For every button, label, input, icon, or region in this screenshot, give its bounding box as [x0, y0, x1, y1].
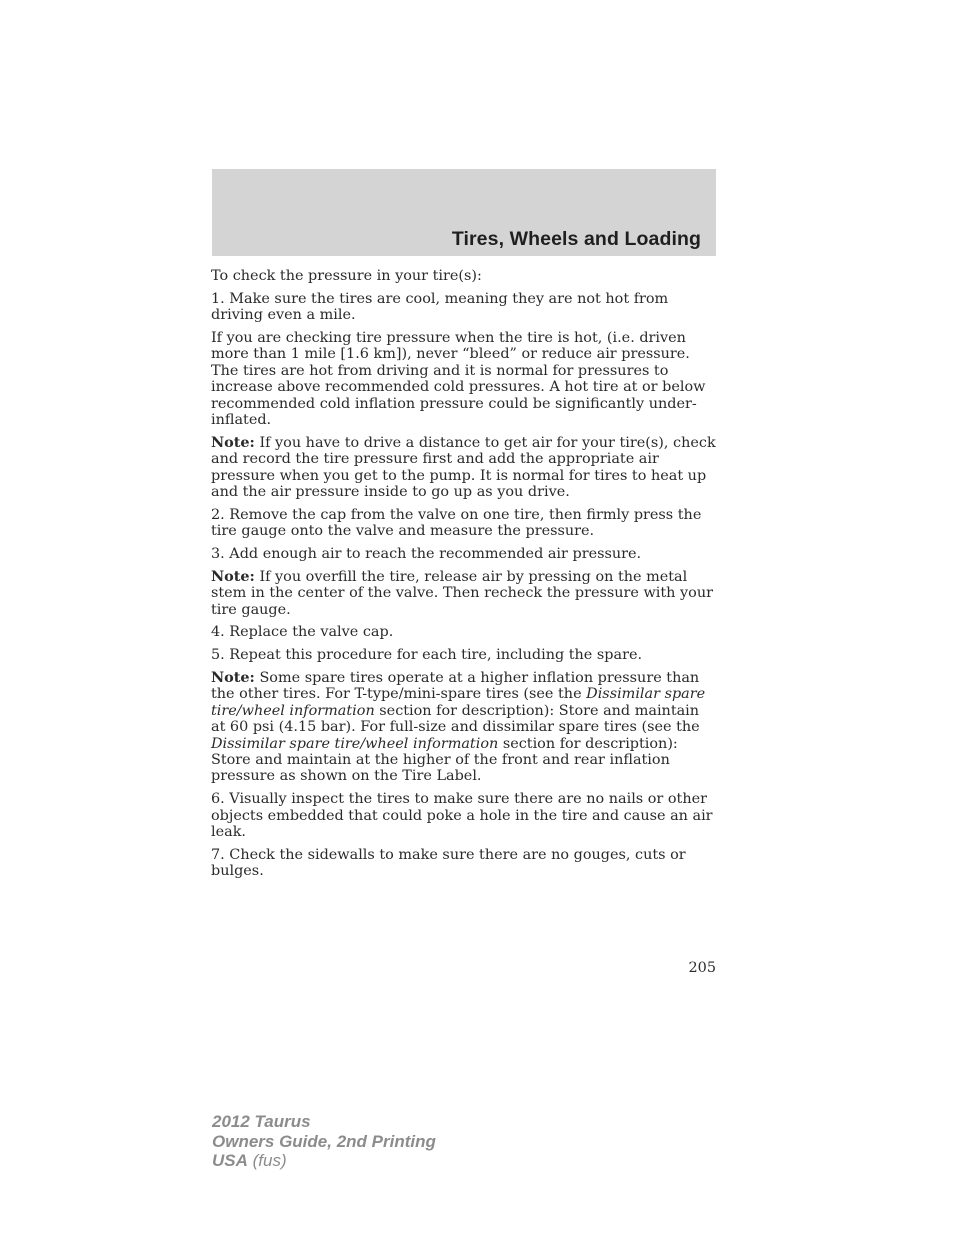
note-3	[211, 670, 717, 785]
step-1: 1. Make sure the tires are cool, meaning they are not hot from driving even a mile.	[211, 290, 669, 324]
cross-reference: Dissimilar spare tire/wheel information	[211, 735, 499, 752]
cross-reference: Dissimilar spare tire/wheel information	[211, 686, 706, 719]
footer-code: (fus)	[247, 1151, 287, 1170]
body-content	[211, 268, 717, 886]
footer-market	[212, 1151, 436, 1171]
step-4: 4. Replace the valve cap.	[211, 624, 394, 641]
page-number: 205	[688, 960, 716, 976]
intro-paragraph: To check the pressure in your tire(s):	[211, 268, 482, 284]
note-label: Note:	[211, 669, 255, 687]
document-footer	[212, 1112, 436, 1171]
note-text: section for description): Store and maintain at the higher of the front and rear inflation pressure as shown on the Tire Label.	[211, 735, 678, 785]
step-2: 2. Remove the cap from the valve on one tire, then firmly press the tire gauge onto the valve and measure the pressure.	[211, 506, 702, 540]
note-text: If you have to drive a distance to get air for your tire(s), check and record the tire pressure first and add the appropriate air pressure when you get to the pump. It is normal for tires to heat up and the air pressure inside to go up as you drive.	[211, 434, 716, 501]
note-text: section for description): Store and maintain at 60 psi (4.15 bar). For full-size and dissimilar spare tires (see the	[211, 702, 700, 736]
step-3: 3. Add enough air to reach the recommended air pressure.	[211, 546, 642, 563]
step-6: 6. Visually inspect the tires to make sure there are no nails or other objects embedded that could poke a hole in the tire and cause an air leak.	[211, 791, 713, 841]
footer-country: USA	[212, 1151, 248, 1170]
section-title: Tires, Wheels and Loading	[451, 228, 701, 250]
note-2	[211, 569, 717, 618]
note-1	[211, 435, 717, 501]
note-text: If you overfill the tire, release air by pressing on the metal stem in the center of the valve. Then recheck the pressure with your tire gauge.	[211, 568, 713, 618]
footer-model: 2012 Taurus	[212, 1112, 311, 1131]
step-7: 7. Check the sidewalls to make sure there are no gouges, cuts or bulges.	[211, 846, 686, 880]
note-text: Some spare tires operate at a higher inflation pressure than the other tires. For T-type/mini-spare tires (see the	[211, 670, 700, 703]
hot-tire-warning: If you are checking tire pressure when the tire is hot, (i.e. driven more than 1 mile [1.6 km]), never “bleed” or reduce air pressure. The tires are hot from driving and it is normal for pressures to increase above recommended cold pressures. A hot tire at or below recommended cold inflation pressure could be significantly under-inflated.	[211, 330, 706, 429]
note-label: Note:	[211, 567, 255, 585]
footer-edition: Owners Guide, 2nd Printing	[212, 1131, 436, 1151]
step-5: 5. Repeat this procedure for each tire, including the spare.	[211, 647, 643, 664]
note-label: Note:	[211, 433, 255, 451]
section-header-band	[212, 169, 716, 256]
